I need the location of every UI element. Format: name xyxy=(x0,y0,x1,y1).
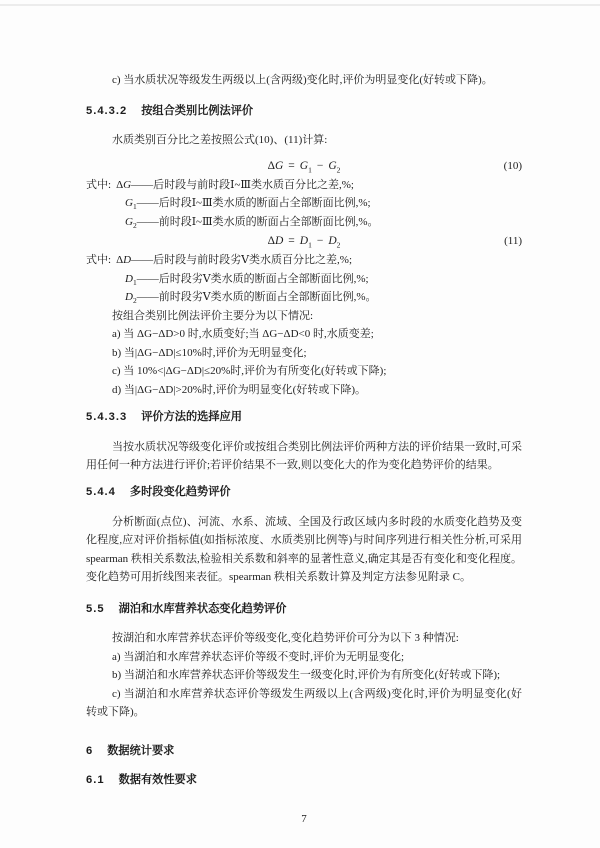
variable: G xyxy=(125,197,133,210)
heading-number: 5.4.4 xyxy=(86,485,116,498)
formula-term2: G xyxy=(328,159,337,172)
list-item-c: c) 当湖泊和水库营养状态评价等级发生两级以上(含两级)变化时,评价为明显变化(好转或下降)。 xyxy=(86,687,522,719)
formula-11 xyxy=(86,231,522,251)
formula-10 xyxy=(86,156,522,176)
body-paragraph: 分析断面(点位)、河流、水系、流域、全国及行政区域内多时段的水质变化趋势及变化程度,应对评价指标值(如指标浓度、水质类别比例等)与时间序列进行相关性分析,可采用 spearman 秩相关系数法,检验相关系数和斜率的显著性意义,确定其是否有变化和变化程度。变化趋势可用折线图来表征。spearman 秩相关系数计算及判定方法参见附录 C。 xyxy=(86,515,522,584)
minus-sign: − xyxy=(316,235,324,248)
where-label: 式中: xyxy=(86,254,112,267)
variable-sub: 2 xyxy=(132,296,137,306)
heading-number: 6.1 xyxy=(86,774,105,787)
heading-title: 数据统计要求 xyxy=(107,744,175,757)
variable-delta: Δ xyxy=(116,178,124,191)
formula-intro-paragraph: 水质类别百分比之差按照公式(10)、(11)计算: xyxy=(112,134,328,147)
formula-term2: D xyxy=(328,235,337,248)
heading-number: 6 xyxy=(86,744,94,757)
list-item-b: b) 当湖泊和水库营养状态评价等级发生一级变化时,评价为有所变化(好转或下降); xyxy=(112,669,501,682)
cases-intro: 按湖泊和水库营养状态评价等级变化,变化趋势评价可分为以下 3 种情况: xyxy=(112,632,459,645)
formula-term1-sub: 1 xyxy=(308,240,312,250)
heading-5-4-4 xyxy=(86,483,522,502)
variable: D xyxy=(123,254,132,267)
formula-term1-sub: 1 xyxy=(308,164,312,174)
list-item-b: b) 当|ΔG−ΔD|≤10%时,评价为无明显变化; xyxy=(112,346,307,359)
cases-list xyxy=(86,648,522,722)
where-description: ——后时段Ⅰ~Ⅲ类水质的断面占全部断面比例,%; xyxy=(136,197,371,210)
formula-delta: Δ xyxy=(267,159,275,172)
heading-number: 5.5 xyxy=(86,602,105,615)
list-item-d: d) 当|ΔG−ΔD|>20%时,评价为明显变化(好转或下降)。 xyxy=(112,383,366,396)
formula-number: (10) xyxy=(503,159,522,172)
heading-number: 5.4.3.2 xyxy=(86,104,128,117)
formula-number: (11) xyxy=(504,235,522,248)
where-description: ——前时段Ⅰ~Ⅲ类水质的断面占全部断面比例,%。 xyxy=(136,215,379,228)
where-row xyxy=(86,251,522,270)
where-label: 式中: xyxy=(86,178,112,191)
where-description: ——后时段与前时段劣Ⅴ类水质百分比之差,%; xyxy=(131,254,353,267)
formula-term1: D xyxy=(299,235,309,248)
cases-list xyxy=(86,325,522,399)
heading-title: 湖泊和水库营养状态变化趋势评价 xyxy=(118,602,287,615)
heading-6-1 xyxy=(86,771,522,790)
variable: D xyxy=(125,291,133,304)
formula-lhs: G xyxy=(274,159,284,172)
variable: D xyxy=(125,272,133,285)
heading-6 xyxy=(86,742,522,761)
list-item-a: a) 当湖泊和水库营养状态评价等级不变时,评价为无明显变化; xyxy=(112,650,405,663)
heading-5-5 xyxy=(86,600,522,619)
page-number: 7 xyxy=(301,812,307,825)
minus-sign: − xyxy=(316,159,324,172)
heading-5-4-3-3 xyxy=(86,408,522,427)
cases-intro: 按组合类别比例法评价主要分为以下情况: xyxy=(112,309,314,322)
body-paragraph: 当按水质状况等级变化评价或按组合类别比例法评价两种方法的评价结果一致时,可采用任何一种方法进行评价;若评价结果不一致,则以变化大的作为变化趋势评价的结果。 xyxy=(86,440,522,472)
where-row xyxy=(86,194,522,213)
variable: G xyxy=(123,178,132,191)
formula-term2-sub: 2 xyxy=(336,164,341,174)
equals-sign: = xyxy=(288,235,295,248)
heading-title: 按组合类别比例法评价 xyxy=(141,104,254,117)
where-row xyxy=(86,270,522,289)
heading-title: 多时段变化趋势评价 xyxy=(129,485,231,498)
where-row xyxy=(86,288,522,307)
variable-delta: Δ xyxy=(116,254,124,267)
formula-term1: G xyxy=(299,159,309,172)
heading-title: 数据有效性要求 xyxy=(118,774,197,787)
where-description: ——前时段劣Ⅴ类水质的断面占全部断面比例,%。 xyxy=(136,291,377,304)
variable-sub: 2 xyxy=(132,220,137,230)
equals-sign: = xyxy=(288,159,295,172)
heading-number: 5.4.3.3 xyxy=(86,411,128,424)
where-row xyxy=(86,213,522,232)
variable-sub: 1 xyxy=(132,202,137,212)
where-description: ——后时段与前时段Ⅰ~Ⅲ类水质百分比之差,%; xyxy=(131,178,354,191)
variable: G xyxy=(125,215,133,228)
list-item-a: a) 当 ΔG−ΔD>0 时,水质变好;当 ΔG−ΔD<0 时,水质变差; xyxy=(112,328,374,341)
formula-delta: Δ xyxy=(267,235,275,248)
where-description: ——后时段劣Ⅴ类水质的断面占全部断面比例,%; xyxy=(136,272,369,285)
formula-lhs: D xyxy=(274,235,284,248)
variable-sub: 1 xyxy=(132,277,137,287)
where-row xyxy=(86,176,522,195)
document-body xyxy=(86,0,522,839)
heading-5-4-3-2 xyxy=(86,102,522,121)
heading-title: 评价方法的选择应用 xyxy=(141,411,242,424)
formula-term2-sub: 2 xyxy=(336,240,341,250)
list-item-c-previous-section: c) 当水质状况等级发生两级以上(含两级)变化时,评价为明显变化(好转或下降)。 xyxy=(112,74,493,86)
list-item-c: c) 当 10%<|ΔG−ΔD|≤20%时,评价为有所变化(好转或下降); xyxy=(112,365,387,378)
